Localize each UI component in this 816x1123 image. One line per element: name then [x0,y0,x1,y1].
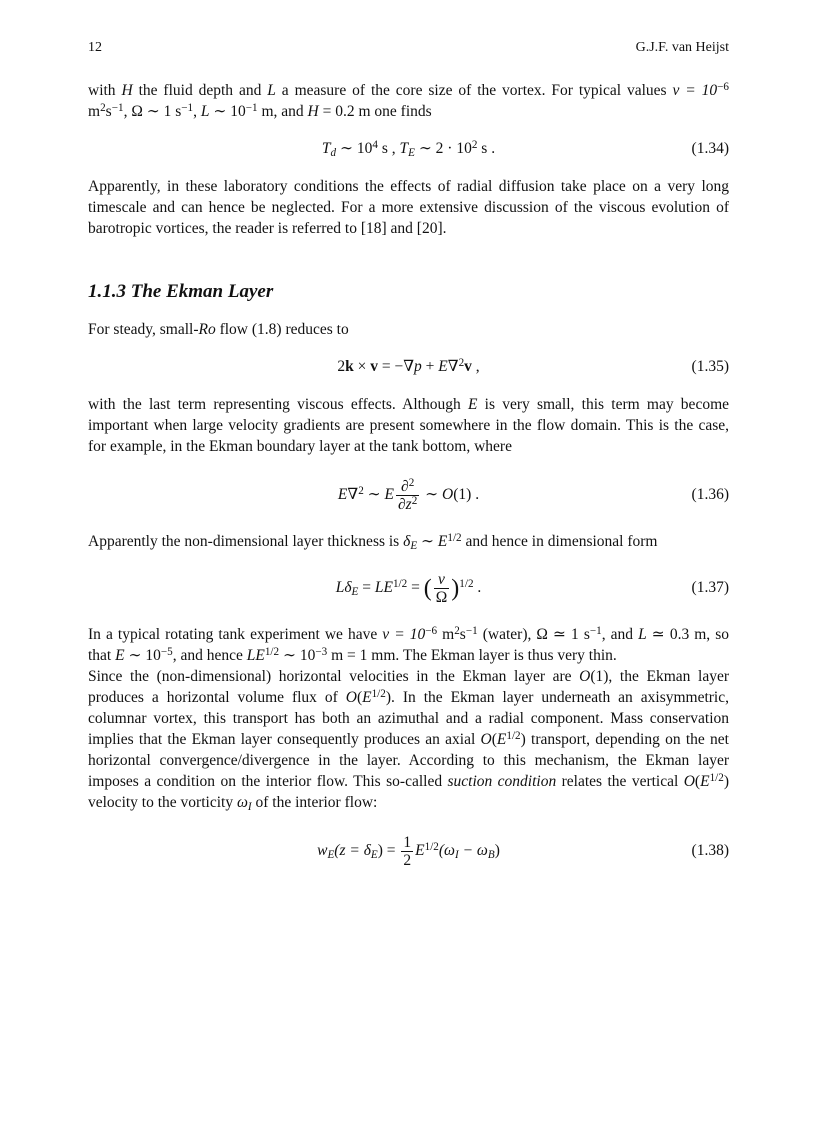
paragraph-3: For steady, small-Ro flow (1.8) reduces to [88,321,349,338]
running-author: G.J.F. van Heijst [635,40,729,55]
page-number: 12 [88,40,102,55]
equation-1-37: $L\delta_E = LE^{1/2}$ = ( $\frac{\nu}{\Omega}$ )$^{1/2}$ . (1.37) [88,562,729,614]
paragraph-5: Apparently the non-dimensional layer thickness is $\delta_E$ ∼ $E^{1/2}$ and hence in dimensional form [88,531,658,552]
paragraph-4: with the last term representing viscous effects. Although E is very small, this term may become important when large velocity gradients are present somewhere in the flow domain. This is the case, for example, in the Ekman boundary layer at the tank bottom, where [88,396,730,455]
equation-number: (1.35) [691,358,729,375]
equation-number: (1.37) [691,579,729,596]
running-head [88,38,729,58]
equation-1-35: 2k × v = −∇p + E∇$^2$v , (1.35) [88,352,729,382]
equation-1-34: $T_d$ ∼ $10^4$ s , $T_E$ ∼ $2 \cdot 10^2$ s . (1.34) [88,134,729,164]
paragraph-6: In a typical rotating tank experiment we have $\nu = 10^{-6}$ $m^2s^{-1}$ (water), Ω ≃ 1 $s^{-1}$, and L ≃ 0.3 m, so that E ∼ $10^{-5}$, and hence $LE^{1/2}$ ∼ $10^{-3}$ m = 1 mm. The Ekman layer is thus very thin. [88,624,729,664]
equation-number: (1.36) [691,486,729,503]
equation-number: (1.38) [691,842,729,859]
equation-1-36: E∇$^2$ ∼ E $\frac{\partial^2}{\partial z^2}$ ∼ O(1) . (1.36) [88,469,729,521]
equation-number: (1.34) [691,140,729,157]
paragraph-2: Apparently, in these laboratory conditions the effects of radial diffusion take place on a very long timescale and can hence be neglected. For a more extensive discussion of the viscous evolution of barotropic vortices, the reader is referred to [18] and [20]. [88,178,729,237]
paragraph-7: Since the (non-dimensional) horizontal velocities in the Ekman layer are O(1), the Ekman layer produces a horizontal volume flux of $O(E^{1/2})$. In the Ekman layer underneath an axisymmetric, columnar vortex, this transport has both an azimuthal and a radial component. Mass conservation implies that the Ekman layer consequently produces an axial $O(E^{1/2})$ transport, depending on the net horizontal convergence/divergence in the layer. According to this mechanism, the Ekman layer imposes a condition on the interior flow. This so-called suction condition relates the vertical $O(E^{1/2})$ velocity to the vorticity $\omega_I$ of the interior flow: [88,668,729,813]
page [88,38,729,877]
paragraph-1: with H the fluid depth and L a measure of the core size of the vortex. For typical values $\nu = 10^{-6}$ $m^2s^{-1}$, Ω ∼ 1 $s^{-1}$, L ∼ $10^{-1}$ m, and H = 0.2 m one finds [88,80,730,120]
section-heading: 1.1.3 The Ekman Layer [88,281,274,302]
equation-1-38: $w_E(z = \delta_E)$ = $\frac{1}{2}$ $E^{1/2}(\omega_I - \omega_B)$ (1.38) [88,825,729,877]
